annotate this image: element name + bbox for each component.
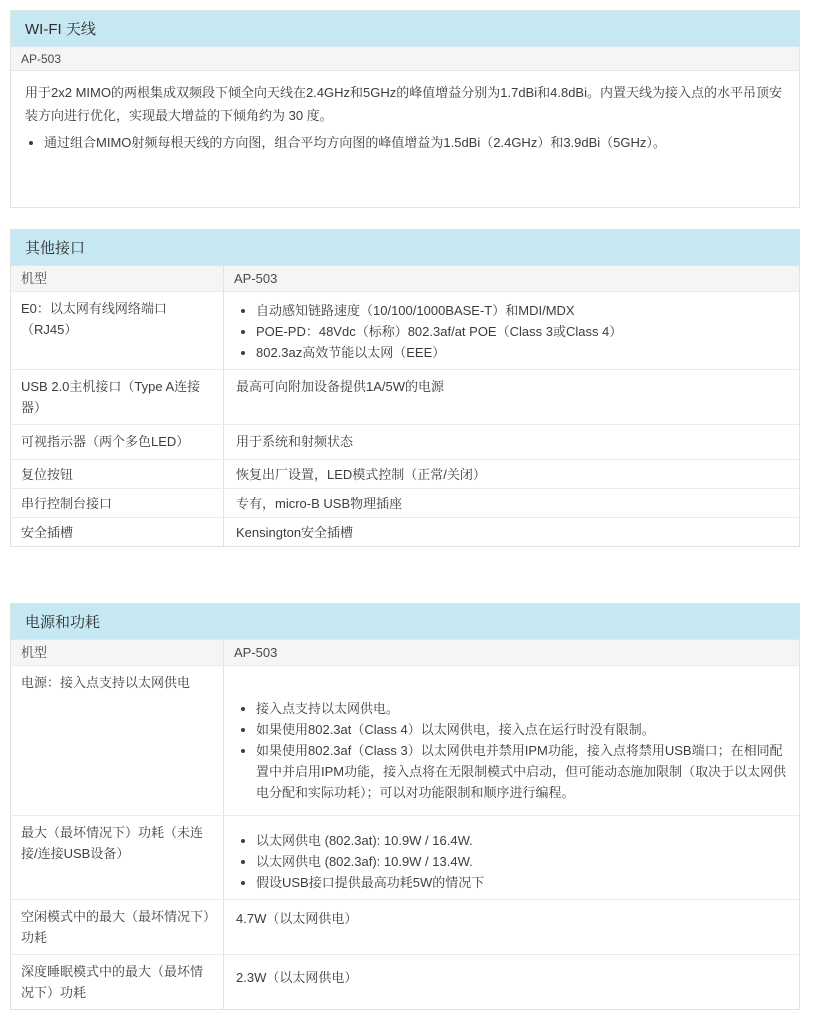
section-title: WI-FI 天线 bbox=[25, 21, 96, 38]
bullet-item: • 以太网供电 (802.3af): 10.9W / 13.4W. bbox=[256, 851, 787, 872]
table-row bbox=[11, 900, 799, 955]
section-header bbox=[11, 11, 799, 47]
section-body bbox=[11, 266, 799, 546]
value-text: 恢复出厂设置，LED模式控制（正常/关闭） bbox=[236, 467, 486, 482]
row-value bbox=[224, 900, 799, 954]
row-value bbox=[224, 666, 799, 815]
bullet-item: • 假设USB接口提供最高功耗5W的情况下 bbox=[256, 872, 787, 893]
table-row bbox=[11, 292, 799, 370]
bullet-item: • 接入点支持以太网供电。 bbox=[256, 698, 787, 719]
row-label: 最大（最坏情况下）功耗（未连接/连接USB设备） bbox=[11, 816, 224, 899]
column-header-value: AP-503 bbox=[234, 645, 278, 660]
bullet-list bbox=[236, 698, 787, 803]
row-value bbox=[224, 489, 799, 517]
row-label: 可视指示器（两个多色LED） bbox=[11, 425, 224, 459]
row-label: 复位按钮 bbox=[11, 460, 224, 488]
table-row bbox=[11, 460, 799, 489]
section-body bbox=[11, 47, 799, 207]
section-body bbox=[11, 640, 799, 1009]
spec-section bbox=[10, 603, 800, 1010]
bullet-item: • 通过组合MIMO射频每根天线的方向图，组合平均方向图的峰值增益为1.5dBi（2.4GHz）和3.9dBi（5GHz）。 bbox=[44, 131, 785, 154]
table-header-row bbox=[11, 640, 799, 666]
table-row bbox=[11, 816, 799, 900]
row-label: 串行控制台接口 bbox=[11, 489, 224, 517]
column-header-model: 机型 bbox=[11, 266, 224, 291]
description-paragraph: 用于2x2 MIMO的两根集成双频段下倾全向天线在2.4GHz和5GHz的峰值增益分别为1.7dBi和4.8dBi。内置天线为接入点的水平吊顶安装方向进行优化，实现最大增益的下倾角约为 30 度。 bbox=[25, 85, 782, 123]
row-value bbox=[224, 370, 799, 424]
row-label: 深度睡眠模式中的最大（最坏情况下）功耗 bbox=[11, 955, 224, 1009]
row-value bbox=[224, 292, 799, 369]
row-value bbox=[224, 955, 799, 1009]
row-value bbox=[224, 425, 799, 459]
bullet-item: • 如果使用802.3af（Class 3）以太网供电并禁用IPM功能，接入点将禁用USB端口；在相同配置中并启用IPM功能，接入点将在无限制模式中启动，但可能动态施加限制（取决于以太网供电分配和实际功耗）；可以对功能限制和顺序进行编程。 bbox=[256, 740, 787, 803]
value-text: Kensington安全插槽 bbox=[236, 525, 354, 540]
bullet-list bbox=[236, 300, 787, 363]
bullet-list bbox=[236, 830, 787, 893]
spec-section bbox=[10, 229, 800, 547]
bullet-item: • 自动感知链路速度（10/100/1000BASE-T）和MDI/MDX bbox=[256, 300, 787, 321]
table-row bbox=[11, 489, 799, 518]
table-row bbox=[11, 955, 799, 1009]
table-row bbox=[11, 666, 799, 816]
value-text: 用于系统和射频状态 bbox=[236, 434, 354, 449]
section-content bbox=[11, 71, 799, 207]
row-label: 空闲模式中的最大（最坏情况下）功耗 bbox=[11, 900, 224, 954]
section-header bbox=[11, 230, 799, 266]
spec-section bbox=[10, 10, 800, 208]
bullet-item: • POE-PD：48Vdc（标称）802.3af/at POE（Class 3或Class 4） bbox=[256, 321, 787, 342]
row-value bbox=[224, 460, 799, 488]
row-label: E0：以太网有线网络端口（RJ45） bbox=[11, 292, 224, 369]
table-row bbox=[11, 425, 799, 460]
value-text: 4.7W（以太网供电） bbox=[236, 911, 358, 926]
row-label: USB 2.0主机接口（Type A连接器） bbox=[11, 370, 224, 424]
value-text: 2.3W（以太网供电） bbox=[236, 970, 358, 985]
row-label: 电源：接入点支持以太网供电 bbox=[11, 666, 224, 815]
column-header-model: 机型 bbox=[11, 640, 224, 665]
bullet-item: • 如果使用802.3at（Class 4）以太网供电，接入点在运行时没有限制。 bbox=[256, 719, 787, 740]
bullet-item: • 802.3az高效节能以太网（EEE） bbox=[256, 342, 787, 363]
row-label: 安全插槽 bbox=[11, 518, 224, 546]
table-row bbox=[11, 370, 799, 425]
model-label-bar: AP-503 bbox=[11, 47, 799, 71]
table-row bbox=[11, 518, 799, 546]
section-header bbox=[11, 604, 799, 640]
value-text: 专有，micro-B USB物理插座 bbox=[236, 496, 403, 511]
row-value bbox=[224, 518, 799, 546]
section-title: 电源和功耗 bbox=[25, 614, 101, 631]
column-header-value: AP-503 bbox=[234, 271, 278, 286]
bullet-item: • 以太网供电 (802.3at): 10.9W / 16.4W. bbox=[256, 830, 787, 851]
value-text: 最高可向附加设备提供1A/5W的电源 bbox=[236, 379, 445, 394]
table-header-row bbox=[11, 266, 799, 292]
row-value bbox=[224, 816, 799, 899]
bullet-list bbox=[25, 131, 785, 154]
section-title: 其他接口 bbox=[25, 240, 86, 257]
